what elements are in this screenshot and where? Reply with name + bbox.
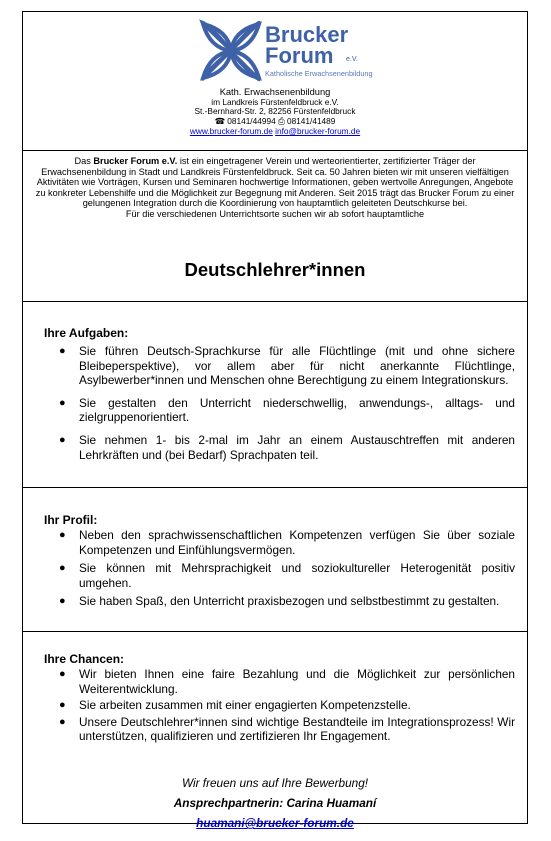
list-item: ● Neben den sprachwissenschaftlichen Kompetenzen verfügen Sie über soziale Kompetenzen und Einfühlungsvermögen. xyxy=(59,528,515,557)
bullet-icon: ● xyxy=(59,433,66,446)
list-item: ● Sie führen Deutsch-Sprachkurse für alle Flüchtlinge (mit und ohne sichere Bleibeperspektive), vor allem aber für nicht anerkannte Flüchtlinge, Asylbewerber*innen und Menschen ohne Berechtigung zu einem Integrationskurs. xyxy=(59,344,515,388)
profil-list xyxy=(59,528,515,609)
phone-number: 08141/44994 xyxy=(227,116,276,127)
address-block xyxy=(23,88,527,137)
list-item: ● Sie haben Spaß, den Unterricht praxisbezogen und selbstbestimmt zu gestalten. xyxy=(59,594,500,609)
intro-section xyxy=(23,150,527,301)
contact-person: Ansprechpartnerin: Carina Huamaní xyxy=(173,796,377,810)
phone-icon: ☎ xyxy=(214,116,225,127)
website-link[interactable]: www.brucker-forum.de xyxy=(189,125,273,136)
aufgaben-list xyxy=(59,344,515,470)
email-link[interactable]: info@brucker-forum.de xyxy=(275,125,361,136)
aufgaben-heading: Ihre Aufgaben: xyxy=(44,326,129,340)
job-posting xyxy=(22,11,528,830)
contact-email-link[interactable]: huamani@brucker-forum.de xyxy=(196,816,354,830)
bullet-icon: ● xyxy=(59,715,66,728)
web-links xyxy=(23,127,527,137)
brand-subtitle: Katholische Erwachsenenbildung xyxy=(265,69,373,78)
intro-brand-name: Brucker Forum e.V. xyxy=(93,156,178,166)
intro-text xyxy=(31,156,519,220)
aufgaben-section xyxy=(23,301,527,487)
list-item: ● Sie gestalten den Unterricht niederschwellig, anwendungs-, alltags- und zielgruppenorientiert. xyxy=(59,395,515,425)
bullet-icon: ● xyxy=(59,345,66,357)
brucker-forum-logo xyxy=(198,18,378,90)
bullet-icon: ● xyxy=(59,595,66,608)
header-section xyxy=(23,12,527,150)
brand-name-line1: Brucker xyxy=(265,22,349,47)
intro-search-line: Für die verschiedenen Unterrichtsorte suchen wir ab sofort hauptamtliche xyxy=(125,208,425,219)
chancen-section xyxy=(23,631,527,830)
list-item: ● Unsere Deutschlehrer*innen sind wichtige Bestandteile im Integrationsprozess! Wir unterstützen, qualifizieren und zertifizieren Ihr Engagement. xyxy=(59,714,515,744)
address-line2: im Landkreis Fürstenfeldbruck e.V. xyxy=(211,96,339,107)
address-line1: Kath. Erwachsenenbildung xyxy=(219,87,331,97)
job-title: Deutschlehrer*innen xyxy=(184,259,366,280)
bullet-icon: ● xyxy=(59,396,66,409)
bullet-icon: ● xyxy=(59,562,66,575)
chancen-heading: Ihre Chancen: xyxy=(44,652,125,666)
fax-number: 08141/41489 xyxy=(286,116,336,127)
brand-ev: e.V. xyxy=(346,56,358,63)
chancen-list xyxy=(59,667,515,744)
contact-email-row xyxy=(23,816,527,830)
list-item: ● Sie arbeiten zusammen mit einer engagierten Kompetenzstelle. xyxy=(59,698,411,713)
profil-heading: Ihr Profil: xyxy=(44,513,98,527)
flower-logo-icon xyxy=(198,18,264,84)
list-item: ● Sie können mit Mehrsprachigkeit und soziokultureller Heterogenität positiv umgehen. xyxy=(59,561,515,590)
address-line3: St.-Bernhard-Str. 2, 82256 Fürstenfeldbruck xyxy=(194,106,356,117)
list-item: ● Sie nehmen 1- bis 2-mal im Jahr an einem Austauschtreffen mit anderen Lehrkräften und (bei Bedarf) Sprachpaten teil. xyxy=(59,432,515,462)
bullet-icon: ● xyxy=(59,529,66,541)
fax-icon: ⎙ xyxy=(278,116,285,127)
closing-line: Wir freuen uns auf Ihre Bewerbung! xyxy=(181,776,369,790)
brand-name-line2: Forum xyxy=(265,43,334,68)
profil-section xyxy=(23,487,527,631)
bullet-icon: ● xyxy=(59,668,66,680)
bullet-icon: ● xyxy=(59,699,66,712)
intro-body: ist ein eingetragener Verein und werteorientierter, zertifizierter Träger der Erwachsenenbildung in Stadt und Landkreis Fürstenfeldbruck. Seit ca. 50 Jahren bieten wir mit unseren vielfältigen Aktivitäten wie Vorträgen, Kursen und Seminaren hochwertige Informationen, geben wertvolle Anregungen, Angebote zu konkreter Lebenshilfe und die Möglichkeit zur Begegnung mit Anderen. Seit 2015 trägt das Brucker Forum zu einer gelungenen Integration durch die Koordinierung von hauptamtlich geleiteten Deutschkurse bei. xyxy=(35,156,515,209)
list-item: ● Wir bieten Ihnen eine faire Bezahlung und die Möglichkeit zur persönlichen Weiterentwicklung. xyxy=(59,667,515,696)
intro-prefix: Das xyxy=(74,156,91,166)
